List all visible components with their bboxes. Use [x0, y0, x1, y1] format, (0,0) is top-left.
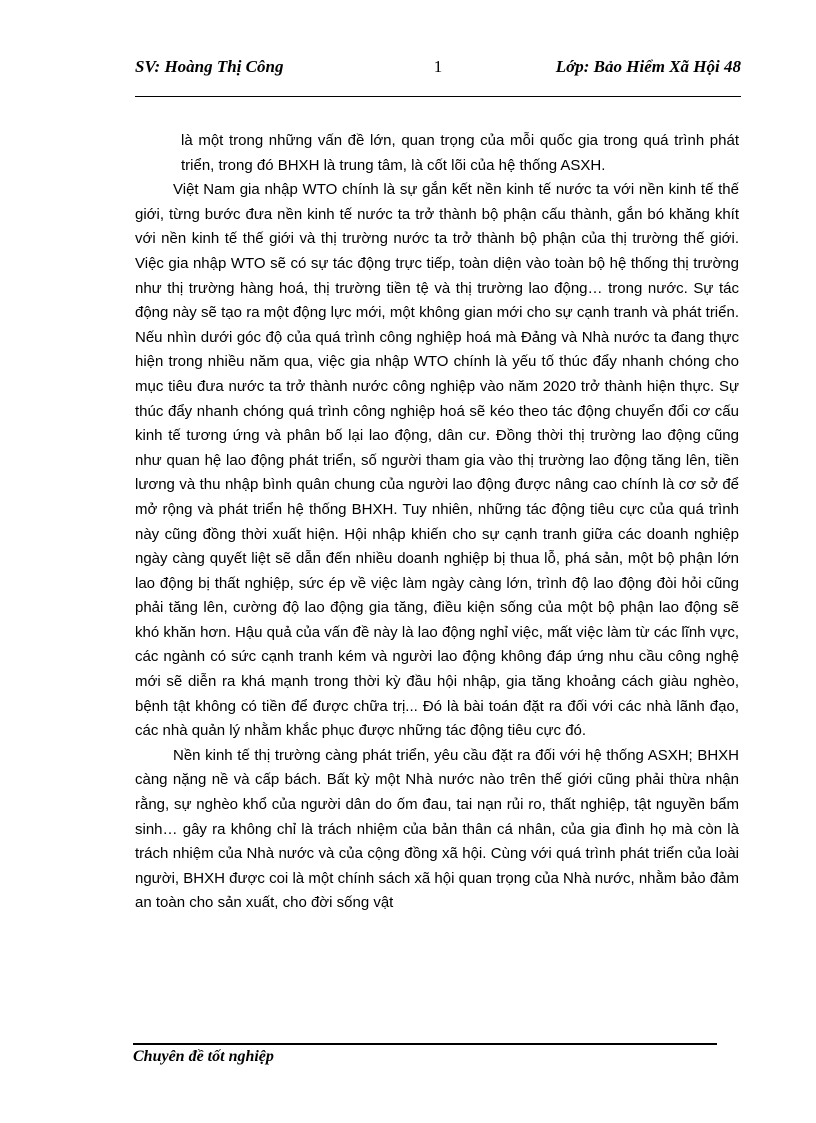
- document-body: [135, 129, 739, 916]
- page-header: [135, 57, 741, 81]
- page-footer: Chuyên đề tốt nghiệp: [133, 1048, 274, 1065]
- student-name: SV: Hoàng Thị Công: [135, 57, 284, 76]
- footer-divider: [133, 1043, 717, 1045]
- class-name: Lớp: Bảo Hiểm Xã Hội 48: [555, 57, 741, 76]
- header-divider: [135, 96, 741, 97]
- paragraph-wto: Việt Nam gia nhập WTO chính là sự gắn kết nền kinh tế nước ta với nền kinh tế thế giới, từng bước đưa nền kinh tế nước ta trở thành bộ phận cấu thành, gắn bó khăng khít với nền kinh tế thế giới và thị trường nước ta trở thành bộ phận của thị trường thế giới. Việc gia nhập WTO sẽ có sự tác động trực tiếp, toàn diện vào toàn bộ hệ thống thị trường như thị trường hàng hoá, thị trường tiền tệ và thị trường lao động… trong nước. Sự tác động này sẽ tạo ra một động lực mới, một không gian mới cho sự cạnh tranh và phát triển. Nếu nhìn dưới góc độ của quá trình công nghiệp hoá mà Đảng và Nhà nước ta đang thực hiện trong nhiều năm qua, việc gia nhập WTO chính là yếu tố thúc đẩy nhanh chóng cho mục tiêu đưa nước ta trở thành nước công nghiệp vào năm 2020 trở thành hiện thực. Sự thúc đẩy nhanh chóng quá trình công nghiệp hoá sẽ kéo theo tác động chuyển đổi cơ cấu kinh tế tương ứng và phân bố lại lao động, dân cư. Đồng thời thị trường lao động cũng như quan hệ lao động phát triển, số người tham gia vào thị trường lao động tăng lên, tiền lương và thu nhập bình quân chung của người lao động được nâng cao chính là cơ sở để mở rộng và phát triển hệ thống BHXH. Tuy nhiên, những tác động tiêu cực của quá trình này cũng đồng thời xuất hiện. Hội nhập khiến cho sự cạnh tranh giữa các doanh nghiệp ngày càng quyết liệt sẽ dẫn đến nhiều doanh nghiệp bị thua lỗ, phá sản, một bộ phận lớn lao động bị thất nghiệp, sức ép về việc làm ngày càng lớn, trình độ lao động đòi hỏi cũng phải tăng lên, cường độ lao động gia tăng, điều kiện sống của một bộ phận lao động sẽ khó khăn hơn. Hậu quả của vấn đề này là lao động nghỉ việc, mất việc làm từ các lĩnh vực, các ngành có sức cạnh tranh kém và người lao động không đáp ứng nhu cầu công nghệ mới sẽ diễn ra khá mạnh trong thời kỳ đầu hội nhập, gia tăng khoảng cách giàu nghèo, bệnh tật không có tiền để được chữa trị... Đó là bài toán đặt ra đối với các nhà lãnh đạo, các nhà quản lý nhằm khắc phục được những tác động tiêu cực đó.: [135, 181, 739, 740]
- paragraph-continuation: là một trong những vấn đề lớn, quan trọng của mỗi quốc gia trong quá trình phát triển, trong đó BHXH là trung tâm, là cốt lõi của hệ thống ASXH.: [181, 132, 739, 174]
- paragraph-market-economy: Nền kinh tế thị trường càng phát triển, yêu cầu đặt ra đối với hệ thống ASXH; BHXH càng nặng nề và cấp bách. Bất kỳ một Nhà nước nào trên thế giới cũng phải thừa nhận rằng, sự nghèo khổ của người dân do ốm đau, tai nạn rủi ro, thất nghiệp, tật nguyền bẩm sinh… gây ra không chỉ là trách nhiệm của bản thân cá nhân, của gia đình họ mà còn là trách nhiệm của Nhà nước và của cộng đồng xã hội. Cùng với quá trình phát triển của loài người, BHXH được coi là một chính sách xã hội quan trọng của Nhà nước, nhằm bảo đảm an toàn cho sản xuất, cho đời sống vật: [135, 746, 739, 912]
- page-number: 1: [433, 57, 443, 76]
